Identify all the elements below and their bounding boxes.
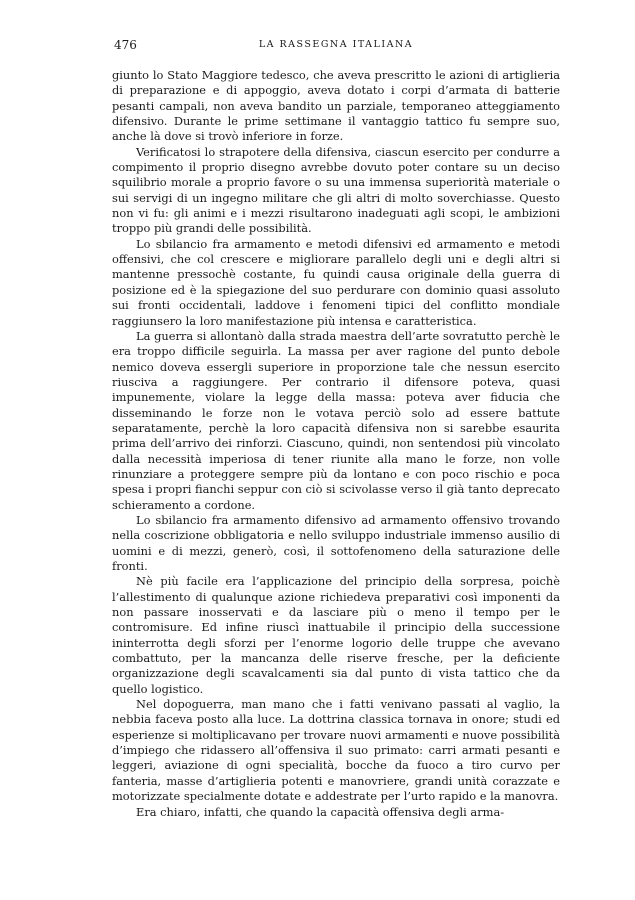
- paragraph: Verificatosi lo strapotere della difensiva, ciascun esercito per condurre a compimento il proprio disegno avrebbe dovuto poter contare su un deciso squilibrio morale a proprio favore o su una immensa superiorità materiale o sui servigi di un ingegno militare che gli altri di molto soverchiasse. Questo non vi fu: gli animi e i mezzi risultarono inadeguati agli scopi, le ambizioni troppo più grandi delle possibilità.: [112, 144, 560, 236]
- paragraph: Lo sbilancio fra armamento difensivo ad armamento offensivo trovando nella coscrizione obbligatoria e nello sviluppo industriale immenso ausilio di uomini e di mezzi, generò, così, il sottofenomeno della saturazione delle fronti.: [112, 512, 560, 573]
- journal-title: LA RASSEGNA ITALIANA: [258, 39, 414, 50]
- paragraph: Lo sbilancio fra armamento e metodi difensivi ed armamento e metodi offensivi, che col crescere e migliorare parallelo degli uni e degli altri si mantenne pressochè costante, fu quindi causa originale della guerra di posizione ed è la spiegazione del suo perdurare con dominio quasi assoluto sui fronti occidentali, laddove i fenomeni tipici del conflitto mondiale raggiunsero la loro manifestazione più intensa e caratteristica.: [112, 236, 560, 328]
- book-page: [112, 36, 560, 820]
- paragraph: La guerra si allontanò dalla strada maestra dell’arte sovratutto perchè le era troppo difficile seguirla. La massa per aver ragione del punto debole nemico doveva essergli superiore in proporzione tale che nessun esercito riusciva a raggiungere. Per contrario il difensore poteva, quasi impunemente, violare la legge della massa: poteva aver fiducia che disseminando le forze non le votava perciò solo ad essere battute separatamente, perchè la loro capacità difensiva non si sarebbe esaurita prima dell’arrivo dei rinforzi. Ciascuno, quindi, non sentendosi più vincolato dalla necessità imperiosa di tener riunite alla mano le forze, non volle rinunziare a proteggere sempre più da lontano e con poco rischio e poca spesa i propri fianchi seppur con ciò si scivolasse verso il già tanto deprecato schieramento a cordone.: [112, 328, 560, 512]
- page-number: 476: [114, 38, 137, 52]
- paragraph: giunto lo Stato Maggiore tedesco, che aveva prescritto le azioni di artiglieria di preparazione e di appoggio, aveva dotato i corpi d’armata di batterie pesanti campali, non aveva bandito un parziale, temporaneo atteggiamento difensivo. Durante le prime settimane il vantaggio tattico fu sempre suo, anche là dove si trovò inferiore in forze.: [112, 68, 560, 144]
- paragraph: Nel dopoguerra, man mano che i fatti venivano passati al vaglio, la nebbia faceva posto alla luce. La dottrina classica tornava in onore; studi ed esperienze si moltiplicavano per trovare nuovi armamenti e nuove possibilità d’impiego che ridassero all’offensiva il suo primato: carri armati pesanti e leggeri, aviazione di ogni specialità, bocche da fuoco a tiro curvo per fanteria, masse d’artiglieria potenti e manovriere, grandi unità corazzate e motorizzate specialmente dotate e addestrate per l’urto rapido e la manovra.: [112, 697, 560, 804]
- body-text: [112, 68, 560, 820]
- paragraph: Nè più facile era l’applicazione del principio della sorpresa, poichè l’allestimento di qualunque azione richiedeva preparativi così imponenti da non passare inosservati e da lasciare più o meno il tempo per le contromisure. Ed infine riuscì inattuabile il principio della successione ininterrotta degli sforzi per l’enorme logorio delle truppe che avevano combattuto, per la mancanza delle riserve fresche, per la deficiente organizzazione degli scavalcamenti sia dal punto di vista tattico che da quello logistico.: [112, 574, 560, 696]
- running-head: [112, 36, 560, 58]
- paragraph: Era chiaro, infatti, che quando la capacità offensiva degli arma-: [136, 804, 505, 819]
